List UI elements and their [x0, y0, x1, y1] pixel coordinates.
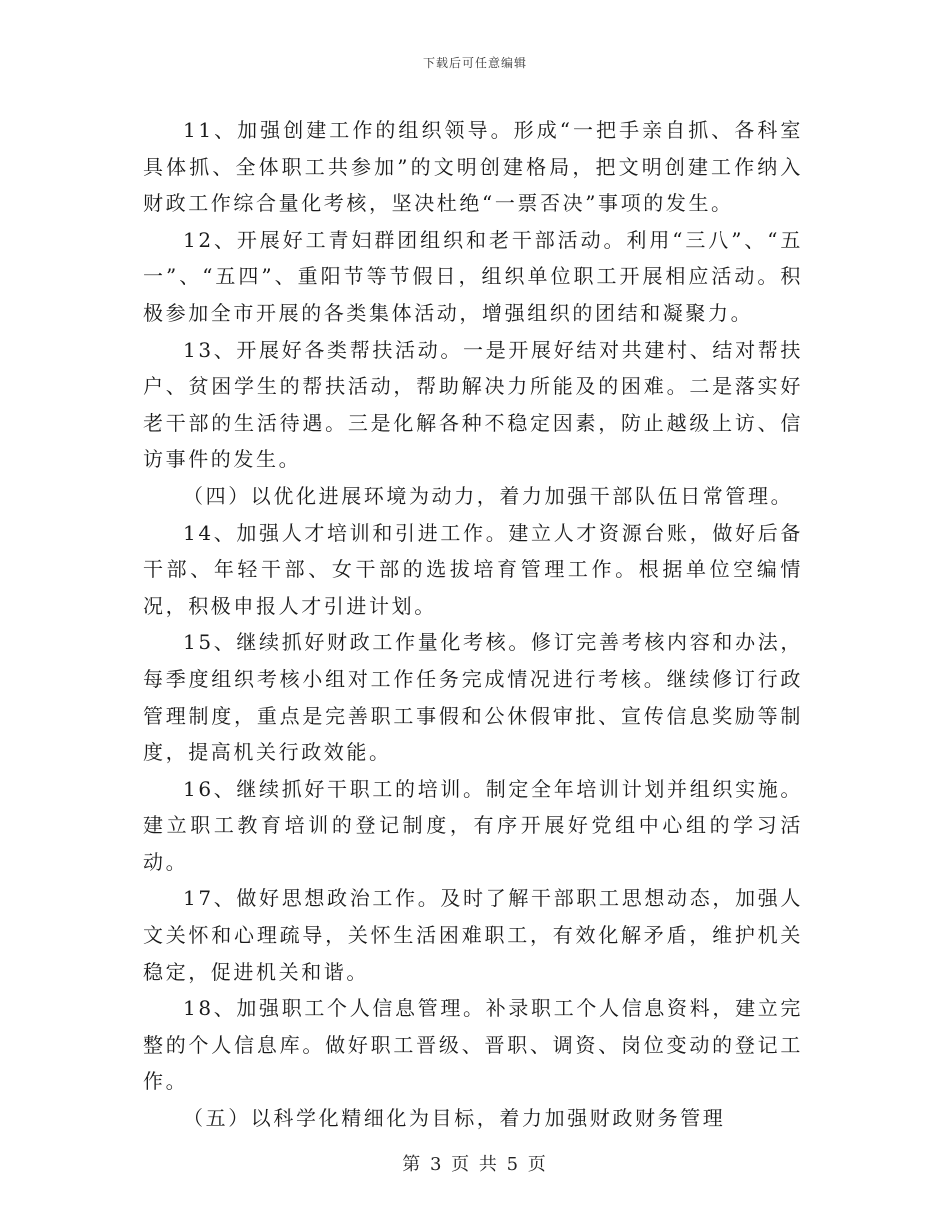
paragraph-11: 11、加强创建工作的组织领导。形成“一把手亲自抓、各科室具体抓、全体职工共参加”的文明创建格局，把文明创建工作纳入财政工作综合量化考核，坚决杜绝“一票否决”事项的发生。 — [143, 118, 803, 216]
paragraph-13: 13、开展好各类帮扶活动。一是开展好结对共建村、结对帮扶户、贫困学生的帮扶活动，帮助解决力所能及的困难。二是落实好老干部的生活待遇。三是化解各种不稳定因素，防止越级上访、信访事件的发生。 — [143, 337, 803, 472]
section-heading-4: （四）以优化进展环境为动力，着力加强干部队伍日常管理。 — [183, 483, 794, 508]
paragraph-16: 16、继续抓好干职工的培训。制定全年培训计划并组织实施。建立职工教育培训的登记制度，有序开展好党组中心组的学习活动。 — [143, 776, 803, 874]
page-number-footer: 第 3 页 共 5 页 — [402, 1154, 548, 1175]
paragraph-15: 15、继续抓好财政工作量化考核。修订完善考核内容和办法，每季度组织考核小组对工作任务完成情况进行考核。继续修订行政管理制度，重点是完善职工事假和公休假审批、宣传信息奖励等制度，提高机关行政效能。 — [143, 630, 803, 765]
section-heading-5: （五）以科学化精细化为目标，着力加强财政财务管理 — [183, 1106, 726, 1131]
paragraph-14: 14、加强人才培训和引进工作。建立人才资源台账，做好后备干部、年轻干部、女干部的选拔培育管理工作。根据单位空编情况，积极申报人才引进计划。 — [143, 520, 803, 618]
document-body — [143, 112, 803, 1137]
page-header: 下载后可任意编辑 — [422, 56, 527, 70]
paragraph-12: 12、开展好工青妇群团组织和老干部活动。利用“三八”、“五一”、“五四”、重阳节等节假日，组织单位职工开展相应活动。积极参加全市开展的各类集体活动，增强组织的团结和凝聚力。 — [143, 227, 803, 325]
paragraph-18: 18、加强职工个人信息管理。补录职工个人信息资料，建立完整的个人信息库。做好职工晋级、晋职、调资、岗位变动的登记工作。 — [143, 996, 803, 1094]
paragraph-17: 17、做好思想政治工作。及时了解干部职工思想动态，加强人文关怀和心理疏导，关怀生活困难职工，有效化解矛盾，维护机关稳定，促进机关和谐。 — [143, 886, 803, 984]
